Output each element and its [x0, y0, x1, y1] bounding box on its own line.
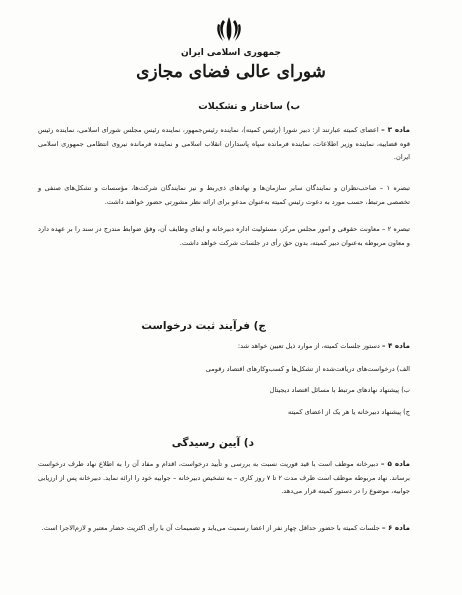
section-procedure-heading: د) آیین رسیدگی: [171, 437, 254, 449]
article-4-text: دستور جلسات کمیته، از موارد ذیل تعیین خواهد شد:: [237, 342, 380, 350]
article-4-item-jim: ج) پیشنهاد دبیرخانه یا هر یک از اعضای کمیته: [288, 408, 410, 416]
article-4-item-alef: الف) درخواست‌های دریافت‌شده از تشکل‌ها و کسب‌وکارهای اقتصاد رقومی: [205, 365, 410, 373]
iran-emblem-icon: [214, 14, 244, 44]
note-2-text: معاونت حقوقی و امور مجلس مرکز، مسئولیت اداره دبیرخانه و ایفای وظایف آن، وفق ضوابط مندرج در سند را بر عهده دارد و معاون مربوطه به‌عنوان دبیر کمیته، بدون حق رأی در جلسات شرکت خواهد داشت.: [38, 225, 410, 247]
section-structure-heading: ب) ساختار و تشکیلات: [198, 101, 300, 112]
article-5: [38, 457, 410, 499]
section-process-heading: ج) فرآیند ثبت درخواست: [141, 320, 266, 332]
republic-heading: جمهوری اسلامی ایران: [180, 48, 282, 58]
article-4: [38, 339, 410, 354]
article-5-text: دبیرخانه موظف است با قید فوریت نسبت به بررسی و تأیید درخواست، اقدام و مفاد آن را به اطلاع نهاد طرف درخواست برساند. نهاد مربوطه موظف است ظرف مدت ۲ تا ۷ روز کاری – به تشخیص دبیرخانه – جوابیه خود را ارائه نماید. دبیرخانه پس از ارزیابی جوابیه، موضوع را در دستور کمیته قرار می‌دهد.: [38, 460, 410, 496]
article-3-text: اعضای کمیته عبارتند از: دبیر شورا (رئیس کمیته)، نماینده رئیس‌جمهور، نماینده رئیس مجلس شورای اسلامی، نماینده رئیس قوه قضاییه، نماینده وزیر اطلاعات، نماینده فرمانده سپاه پاسداران انقلاب اسلامی و نماینده فرمانده نیروی انتظامی جمهوری اسلامی ایران.: [38, 126, 410, 162]
article-3-label: ماده ۳ –: [381, 125, 410, 134]
note-1-label: تبصره ۱ –: [379, 184, 410, 192]
article-4-item-be: ب) پیشنهاد نهادهای مرتبط با مسائل اقتصاد دیجیتال: [269, 386, 410, 394]
note-1: [38, 182, 410, 209]
note-1-text: صاحب‌نظران و نمایندگان سایر سازمان‌ها و نهادهای ذی‌ربط و نیز نمایندگان شرکت‌ها، مؤسسات و تشکل‌های صنفی و تخصصی مرتبط، حسب مورد به دعوت رئیس کمیته به‌عنوان مدعو برای ارائه نظر مشورتی حضور خواهند داشت.: [38, 184, 410, 206]
article-3: [38, 123, 410, 165]
article-5-label: ماده ۵ –: [380, 459, 410, 468]
note-2-label: تبصره ۲ –: [382, 225, 410, 233]
article-6-label: ماده ۶ –: [381, 523, 410, 532]
article-6-text: جلسات کمیته با حضور حداقل چهار نفر از اعضا رسمیت می‌یابد و تصمیمات آن با رأی اکثریت حضار معتبر و لازم‌الاجرا است.: [41, 524, 380, 532]
council-title: شورای عالی فضای مجازی: [136, 62, 326, 82]
note-2: [38, 223, 410, 250]
article-6: [38, 521, 410, 536]
article-4-label: ماده ۴ –: [381, 341, 410, 350]
